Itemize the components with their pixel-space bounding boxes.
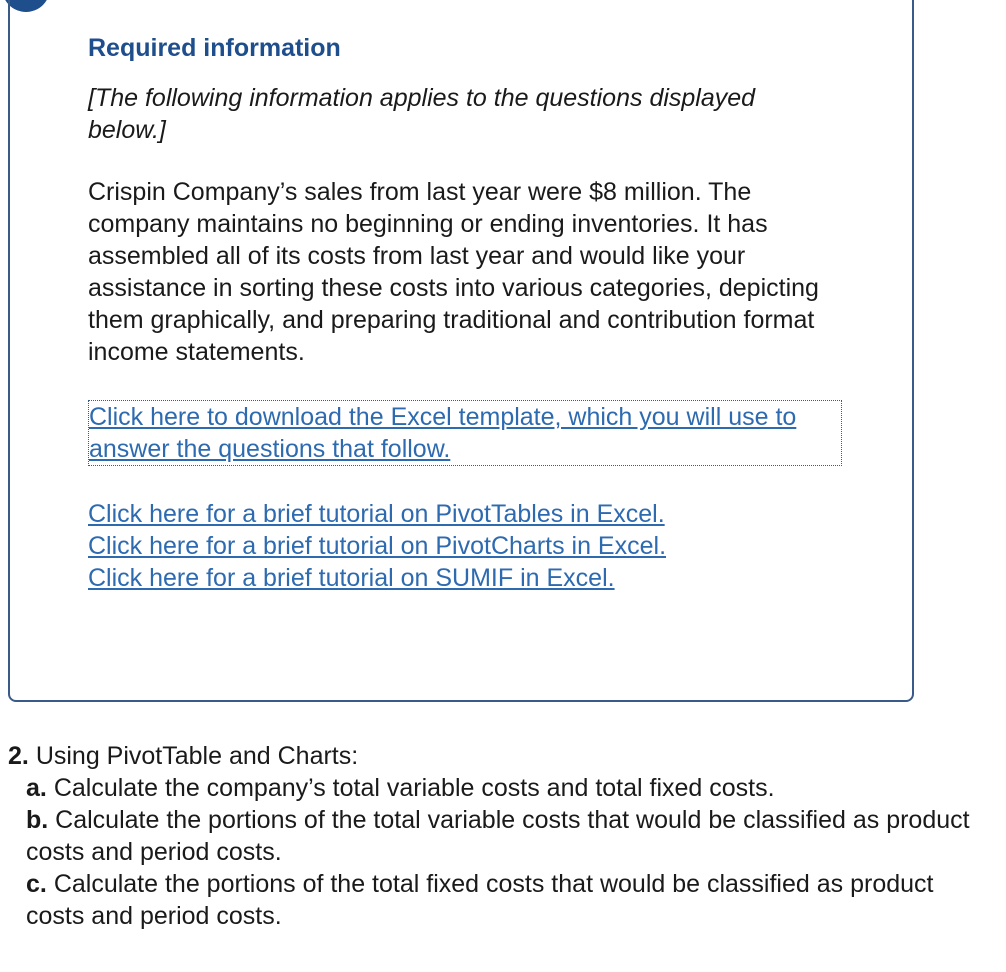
- question-text: Using PivotTable and Charts:: [35, 742, 359, 770]
- part-label: b.: [26, 806, 49, 834]
- required-information-box: [8, 0, 914, 702]
- question-heading: [8, 740, 978, 772]
- question-block: [8, 740, 978, 932]
- sumif-tutorial-link[interactable]: Click here for a brief tutorial on SUMIF in Excel.: [88, 564, 615, 592]
- info-content: [88, 32, 848, 594]
- part-text: Calculate the portions of the total variable costs that would be classified as product costs and period costs.: [26, 806, 970, 866]
- question-part-c: [8, 868, 978, 932]
- part-label: a.: [26, 774, 47, 802]
- intro-text: [The following information applies to the questions displayed below.]: [88, 84, 756, 144]
- part-text: Calculate the portions of the total fixed costs that would be classified as product costs and period costs.: [26, 870, 934, 930]
- question-number: 2.: [8, 742, 29, 770]
- pivottables-tutorial-link[interactable]: Click here for a brief tutorial on PivotTables in Excel.: [88, 500, 665, 528]
- part-text: Calculate the company’s total variable costs and total fixed costs.: [53, 774, 775, 802]
- tutorial-links: [88, 498, 848, 594]
- required-info-title: Required information: [88, 34, 341, 62]
- part-label: c.: [26, 870, 47, 898]
- scenario-text: Crispin Company’s sales from last year were $8 million. The company maintains no beginning or ending inventories. It has assembled all of its costs from last year and would like your assistance in sorting these costs into various categories, depicting them graphically, and preparing traditional and contribution format income statements.: [88, 178, 819, 366]
- excel-template-link[interactable]: Click here to download the Excel template, which you will use to answer the questions that follow.: [89, 403, 797, 463]
- question-part-a: [8, 772, 978, 804]
- download-link-frame: [88, 400, 842, 466]
- pivotcharts-tutorial-link[interactable]: Click here for a brief tutorial on PivotCharts in Excel.: [88, 532, 667, 560]
- question-part-b: [8, 804, 978, 868]
